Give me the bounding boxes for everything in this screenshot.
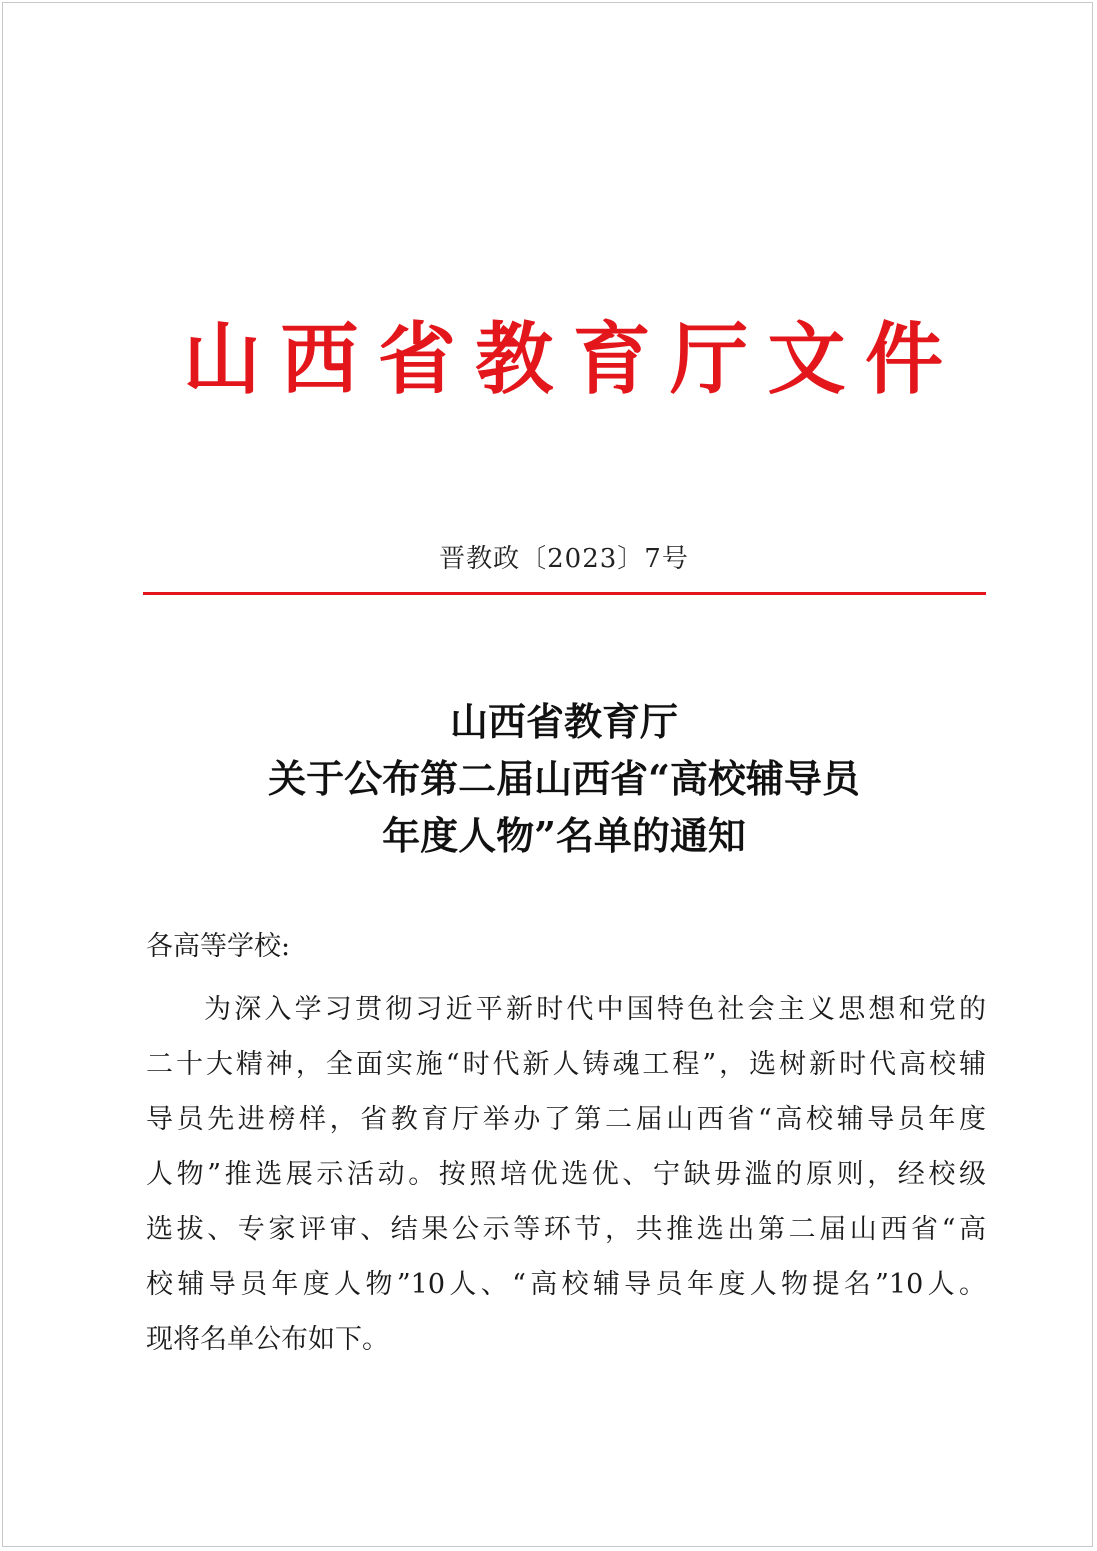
- body-line: 校辅导员年度人物”10人、“高校辅导员年度人物提名”10人。: [146, 1269, 986, 1300]
- body-line: 现将名单公布如下。: [146, 1324, 389, 1355]
- header-char: 省: [377, 314, 456, 405]
- document-number: 晋教政〔2023〕7号: [439, 544, 689, 574]
- document-title: [143, 693, 985, 864]
- header-char: 山: [183, 314, 262, 405]
- header-char: 西: [280, 314, 359, 405]
- salutation: 各高等学校:: [146, 931, 291, 962]
- header-char: 文: [767, 314, 846, 405]
- title-line: 山西省教育厅: [449, 699, 678, 744]
- title-line: 年度人物”名单的通知: [382, 813, 746, 858]
- header-char: 育: [572, 314, 651, 405]
- body-line: 人物”推选展示活动。按照培优选优、宁缺毋滥的原则，经校级: [146, 1159, 986, 1190]
- body-line: 为深入学习贯彻习近平新时代中国特色社会主义思想和党的: [204, 994, 986, 1025]
- document-header: [183, 315, 943, 405]
- body-line: 选拔、专家评审、结果公示等环节，共推选出第二届山西省“高: [146, 1214, 986, 1245]
- header-divider: [143, 592, 986, 595]
- body-line: 二十大精神，全面实施“时代新人铸魂工程”，选树新时代高校辅: [146, 1049, 986, 1080]
- body-paragraph: [146, 982, 986, 1367]
- header-char: 厅: [670, 314, 749, 405]
- header-char: 件: [864, 314, 943, 405]
- document-page: [2, 2, 1093, 1547]
- header-char: 教: [475, 314, 554, 405]
- title-line: 关于公布第二届山西省“高校辅导员: [268, 756, 860, 801]
- body-line: 导员先进榜样，省教育厅举办了第二届山西省“高校辅导员年度: [146, 1104, 986, 1135]
